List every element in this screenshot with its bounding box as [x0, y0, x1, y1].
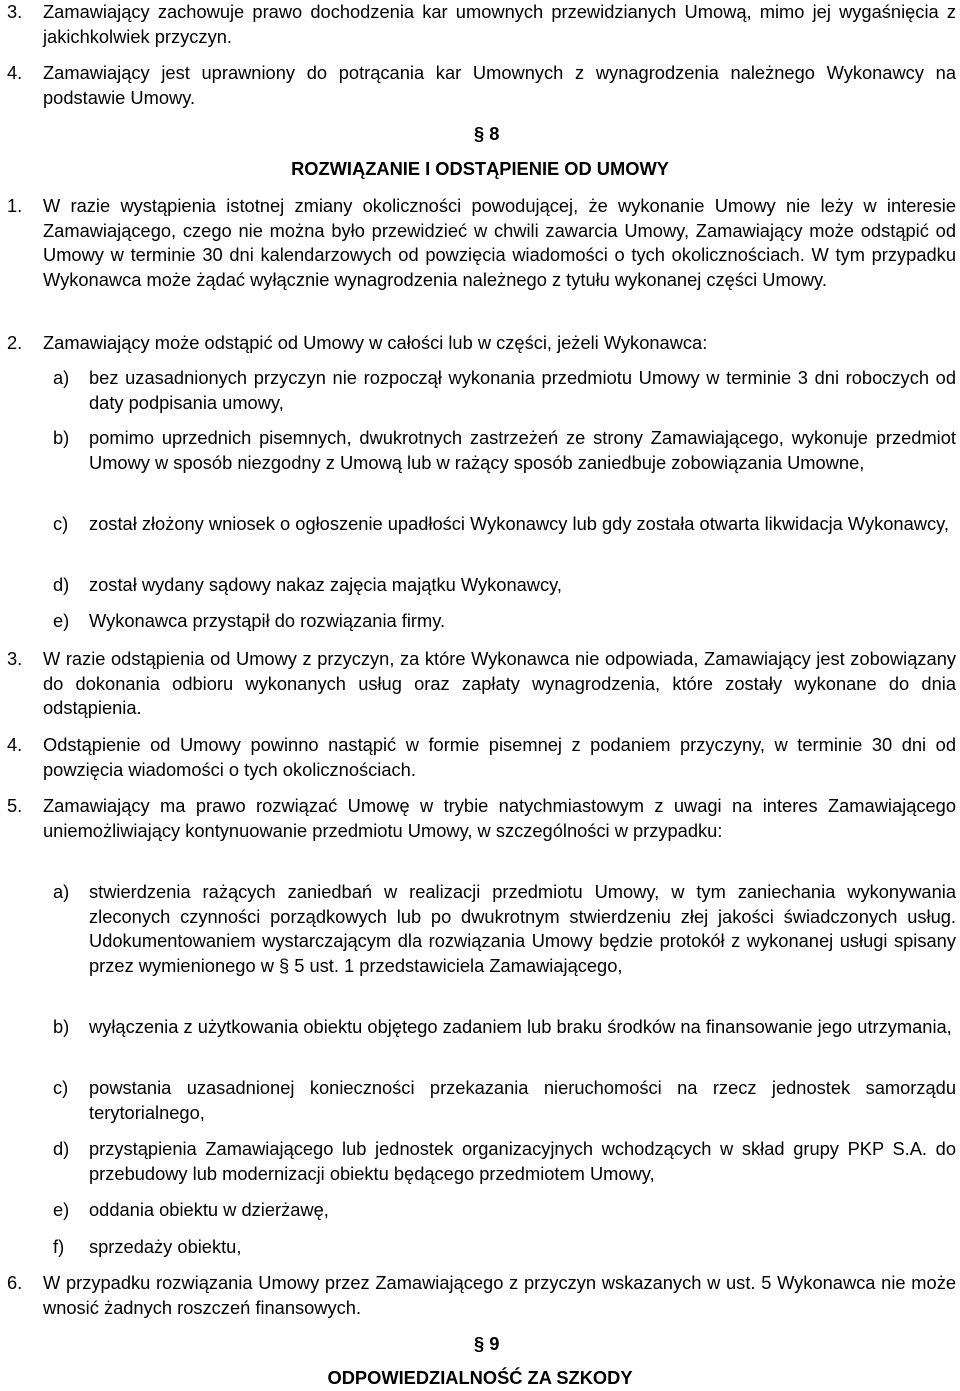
sub-item-letter: e)	[53, 610, 70, 631]
sub-item-text: stwierdzenia rażących zaniedbań w realizacji przedmiotu Umowy, w tym zaniechania wykonywania zleconych czynności porządkowych lub po dwukrotnym stwierdzeniu złej jakości świadczonych usług. Udokumentowaniem wystarczającym dla rozwiązania Umowy będzie protokół z wykonanej usługi spisany przez wymienionego w § 5 ust. 1 przedstawiciela Zamawiającego,	[89, 881, 956, 976]
item-number: 3.	[7, 648, 23, 669]
list-item-8-6	[7, 1271, 956, 1320]
sub-item-letter: c)	[53, 513, 69, 534]
sub-item-text: został złożony wniosek o ogłoszenie upadłości Wykonawcy lub gdy została otwarta likwidacja Wykonawcy,	[89, 513, 949, 534]
item-text: Zamawiający ma prawo rozwiązać Umowę w trybie natychmiastowym z uwagi na interes Zamawiającego uniemożliwiający kontynuowanie przedmiotu Umowy, w szczególności w przypadku:	[43, 795, 956, 841]
item-text: Zamawiający zachowuje prawo dochodzenia kar umownych przewidzianych Umową, mimo jej wygaśnięcia z jakichkolwiek przyczyn.	[43, 1, 956, 47]
sub-item-8-5-a	[53, 880, 956, 978]
item-number: 5.	[7, 795, 23, 816]
sub-item-letter: d)	[53, 1138, 70, 1159]
item-text: W przypadku rozwiązania Umowy przez Zamawiającego z przyczyn wskazanych w ust. 5 Wykonawca nie może wnosić żadnych roszczeń finansowych.	[43, 1272, 956, 1318]
section-8-title: ROZWIĄZANIE I ODSTĄPIENIE OD UMOWY	[291, 158, 669, 179]
sub-item-letter: b)	[53, 1016, 70, 1037]
sub-item-text: oddania obiektu w dzierżawę,	[89, 1199, 329, 1220]
item-text: W razie odstąpienia od Umowy z przyczyn, za które Wykonawca nie odpowiada, Zamawiający jest zobowiązany do dokonania odbioru wykonanych usług oraz zapłaty wynagrodzenia, które zostały wykonane do dnia odstąpienia.	[43, 648, 956, 718]
sub-item-text: bez uzasadnionych przyczyn nie rozpoczął wykonania przedmiotu Umowy w terminie 3 dni roboczych od daty podpisania umowy,	[89, 367, 956, 413]
item-number: 4.	[7, 734, 23, 755]
sub-item-8-5-e	[53, 1198, 956, 1223]
sub-item-text: wyłączenia z użytkowania obiektu objętego zadaniem lub braku środków na finansowanie jego utrzymania,	[89, 1016, 952, 1037]
item-text: Odstąpienie od Umowy powinno nastąpić w formie pisemnej z podaniem przyczyny, w terminie 30 dni od powzięcia wiadomości o tych okolicznościach.	[43, 734, 956, 780]
sub-item-text: Wykonawca przystąpił do rozwiązania firmy.	[89, 610, 446, 631]
list-item-top-4	[7, 61, 956, 110]
list-item-8-5	[7, 794, 956, 843]
sub-item-8-5-f	[53, 1235, 956, 1260]
sub-item-letter: c)	[53, 1077, 69, 1098]
sub-item-8-5-d	[53, 1137, 956, 1186]
item-text: Zamawiający jest uprawniony do potrącania kar Umownych z wynagrodzenia należnego Wykonawcy na podstawie Umowy.	[43, 62, 956, 108]
sub-item-8-2-d	[53, 573, 956, 598]
sub-item-letter: d)	[53, 574, 70, 595]
sub-item-letter: e)	[53, 1199, 70, 1220]
sub-item-text: przystąpienia Zamawiającego lub jednostek organizacyjnych wchodzących w skład grupy PKP S.A. do przebudowy lub modernizacji obiektu będącego przedmiotem Umowy,	[89, 1138, 956, 1184]
item-number: 4.	[7, 62, 23, 83]
sub-item-letter: f)	[53, 1236, 65, 1257]
list-item-8-1	[7, 194, 956, 292]
item-number: 6.	[7, 1272, 23, 1293]
section-8-symbol: § 8	[474, 123, 500, 144]
sub-item-letter: a)	[53, 367, 70, 388]
sub-item-text: powstania uzasadnionej konieczności przekazania nieruchomości na rzecz jednostek samorządu terytorialnego,	[89, 1077, 956, 1123]
sub-item-text: sprzedaży obiektu,	[89, 1236, 242, 1257]
item-number: 2.	[7, 332, 23, 353]
sub-item-text: pomimo uprzednich pisemnych, dwukrotnych zastrzeżeń ze strony Zamawiającego, wykonuje przedmiot Umowy w sposób niezgodny z Umową lub w rażący sposób zaniedbuje zobowiązania Umowne,	[89, 427, 956, 473]
sub-item-8-5-b	[53, 1015, 956, 1040]
section-9-symbol: § 9	[474, 1333, 500, 1354]
item-text: W razie wystąpienia istotnej zmiany okoliczności powodującej, że wykonanie Umowy nie leży w interesie Zamawiającego, czego nie można było przewidzieć w chwili zawarcia Umowy, Zamawiający może odstąpić od Umowy w terminie 30 dni kalendarzowych od powzięcia wiadomości o tych okolicznościach. W tym przypadku Wykonawca może żądać wyłącznie wynagrodzenia należnego z tytułu wykonanej części Umowy.	[43, 195, 956, 290]
item-number: 3.	[7, 1, 23, 22]
sub-item-8-2-e	[53, 609, 956, 634]
list-item-top-3	[7, 0, 956, 49]
item-number: 1.	[7, 195, 23, 216]
list-item-8-4	[7, 733, 956, 782]
sub-item-letter: a)	[53, 881, 70, 902]
list-item-8-2	[7, 331, 956, 356]
sub-item-8-2-b	[53, 426, 956, 475]
sub-item-8-2-a	[53, 366, 956, 415]
sub-item-letter: b)	[53, 427, 70, 448]
list-item-8-3	[7, 647, 956, 721]
sub-item-text: został wydany sądowy nakaz zajęcia majątku Wykonawcy,	[89, 574, 562, 595]
sub-item-8-2-c	[53, 512, 956, 537]
item-text: Zamawiający może odstąpić od Umowy w całości lub w części, jeżeli Wykonawca:	[43, 332, 708, 353]
section-9-title: ODPOWIEDZIALNOŚĆ ZA SZKODY	[327, 1367, 633, 1388]
sub-item-8-5-c	[53, 1076, 956, 1125]
